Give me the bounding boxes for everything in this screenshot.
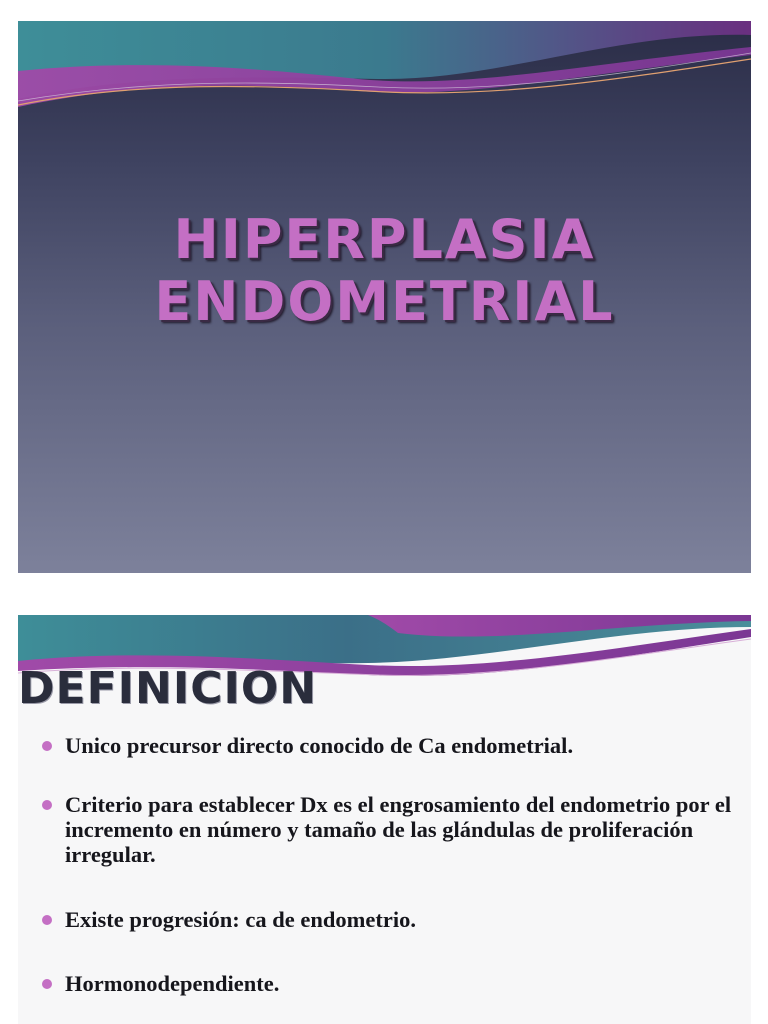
slide-title: DEFINICION [18,663,318,714]
decorative-swoosh-header [18,21,751,111]
definition-slide [18,615,751,1024]
bullet-icon [42,915,52,925]
presentation-title [18,209,751,333]
list-item [40,971,740,996]
title-line-1: HIPERPLASIA [173,208,596,271]
list-item [40,733,740,758]
list-item [40,907,740,932]
bullet-icon [42,979,52,989]
bullet-list [40,727,740,996]
title-slide [18,21,751,573]
list-item-text: Existe progresión: ca de endometrio. [65,907,417,932]
list-item-text: Criterio para establecer Dx es el engrosamiento del endometrio por el incremento en número y tamaño de las glándulas de proliferación irregular. [65,792,732,867]
bullet-icon [42,800,52,810]
list-item [40,792,740,867]
title-line-2: ENDOMETRIAL [154,270,615,333]
list-item-text: Hormonodependiente. [65,971,280,996]
list-item-text: Unico precursor directo conocido de Ca endometrial. [65,733,574,758]
bullet-icon [42,741,52,751]
